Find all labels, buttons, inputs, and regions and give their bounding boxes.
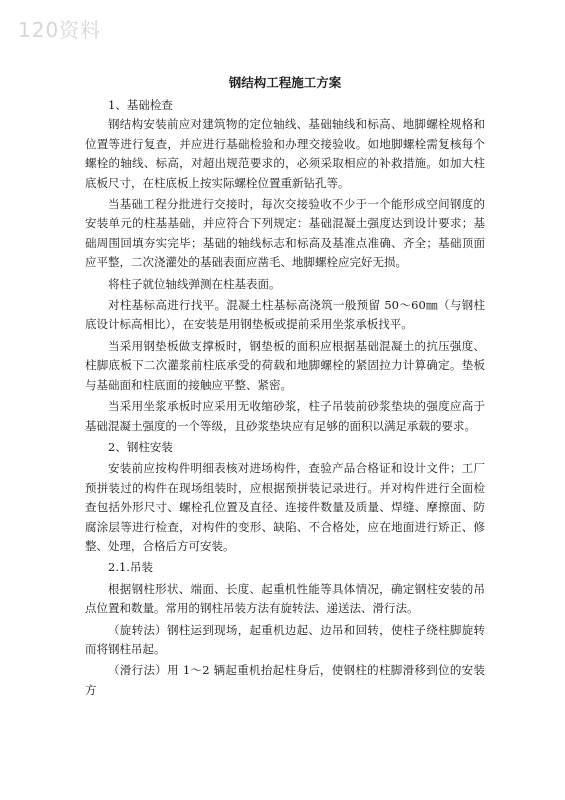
paragraph: 对柱基标高进行找平。混凝土柱基标高浇筑一般预留 50～60㎜（与钢柱底设计标高相比），在安装是用钢垫板或提前采用坐浆承板找平。	[85, 298, 485, 332]
paragraph: 钢结构安装前应对建筑物的定位轴线、基础轴线和标高、地脚螺栓规格和位置等进行复查，并应进行基础检验和办理交接验收。如地脚螺栓需复核每个螺栓的轴线、标高，对超出规范要求的，必须采取相应的补救措施。如加大柱底板尺寸，在柱底板上按实际螺栓位置重新钻孔等。	[85, 117, 485, 190]
document-title: 钢结构工程施工方案	[228, 75, 342, 90]
section-heading-1: 1、基础检查	[108, 98, 173, 112]
paragraph: 安装前应按构件明细表核对进场构件，查验产品合格证和设计文件；工厂预拼装过的构件在现场组装时，应根据预拼装记录进行。并对构件进行全面检查包括外形尺寸、螺栓孔位置及直径、连接件数量及质量、焊缝、摩擦面、防腐涂层等进行检查，对构件的变形、缺陷、不合格处，应在地面进行矫正、修整、处理，合格后方可安装。	[85, 461, 485, 553]
section-heading-2: 2、钢柱安装	[108, 439, 173, 454]
paragraph: 当基础工程分批进行交接时，每次交接验收不少于一个能形成空间钢度的安装单元的柱基基础，并应符合下列规定：基础混凝土强度达到设计要求；基础周围回填夯实完毕；基础的轴线标志和标高及基准点准确、齐全；基础顶面应平整，二次浇灌处的基础表面应凿毛、地脚螺栓应完好无损。	[85, 197, 485, 270]
subsection-heading-2-1: 2.1.吊装	[108, 560, 153, 575]
paragraph: 当采用坐浆承板时应采用无收缩砂浆，柱子吊装前砂浆垫块的强度应高于基础混凝土强度的一个等级，且砂浆垫块应有足够的面积以满足承载的要求。	[85, 399, 485, 433]
paragraph: （滑行法）用 1～2 辆起重机抬起柱身后，使钢柱的柱脚滑移到位的安装方	[85, 663, 485, 697]
paragraph: 根据钢柱形状、端面、长度、起重机性能等具体情况，确定钢柱安装的吊点位置和数量。常用的钢柱吊装方法有旋转法、递送法、滑行法。	[85, 581, 485, 616]
paragraph: （旋转法）钢柱运到现场，起重机边起、边吊和回转，使柱子绕柱脚旋转而将钢柱吊起。	[85, 622, 485, 656]
paragraph: 当采用钢垫板做支撑板时，钢垫板的面积应根据基础混凝土的抗压强度、柱脚底板下二次灌浆前柱底承受的荷载和地脚螺栓的紧固拉力计算确定。垫板与基础面和柱底面的接触应平整、紧密。	[85, 338, 485, 392]
paragraph: 将柱子就位轴线弹测在柱基表面。	[108, 276, 281, 291]
document-body	[85, 74, 485, 700]
watermark: 120资料	[18, 18, 102, 42]
